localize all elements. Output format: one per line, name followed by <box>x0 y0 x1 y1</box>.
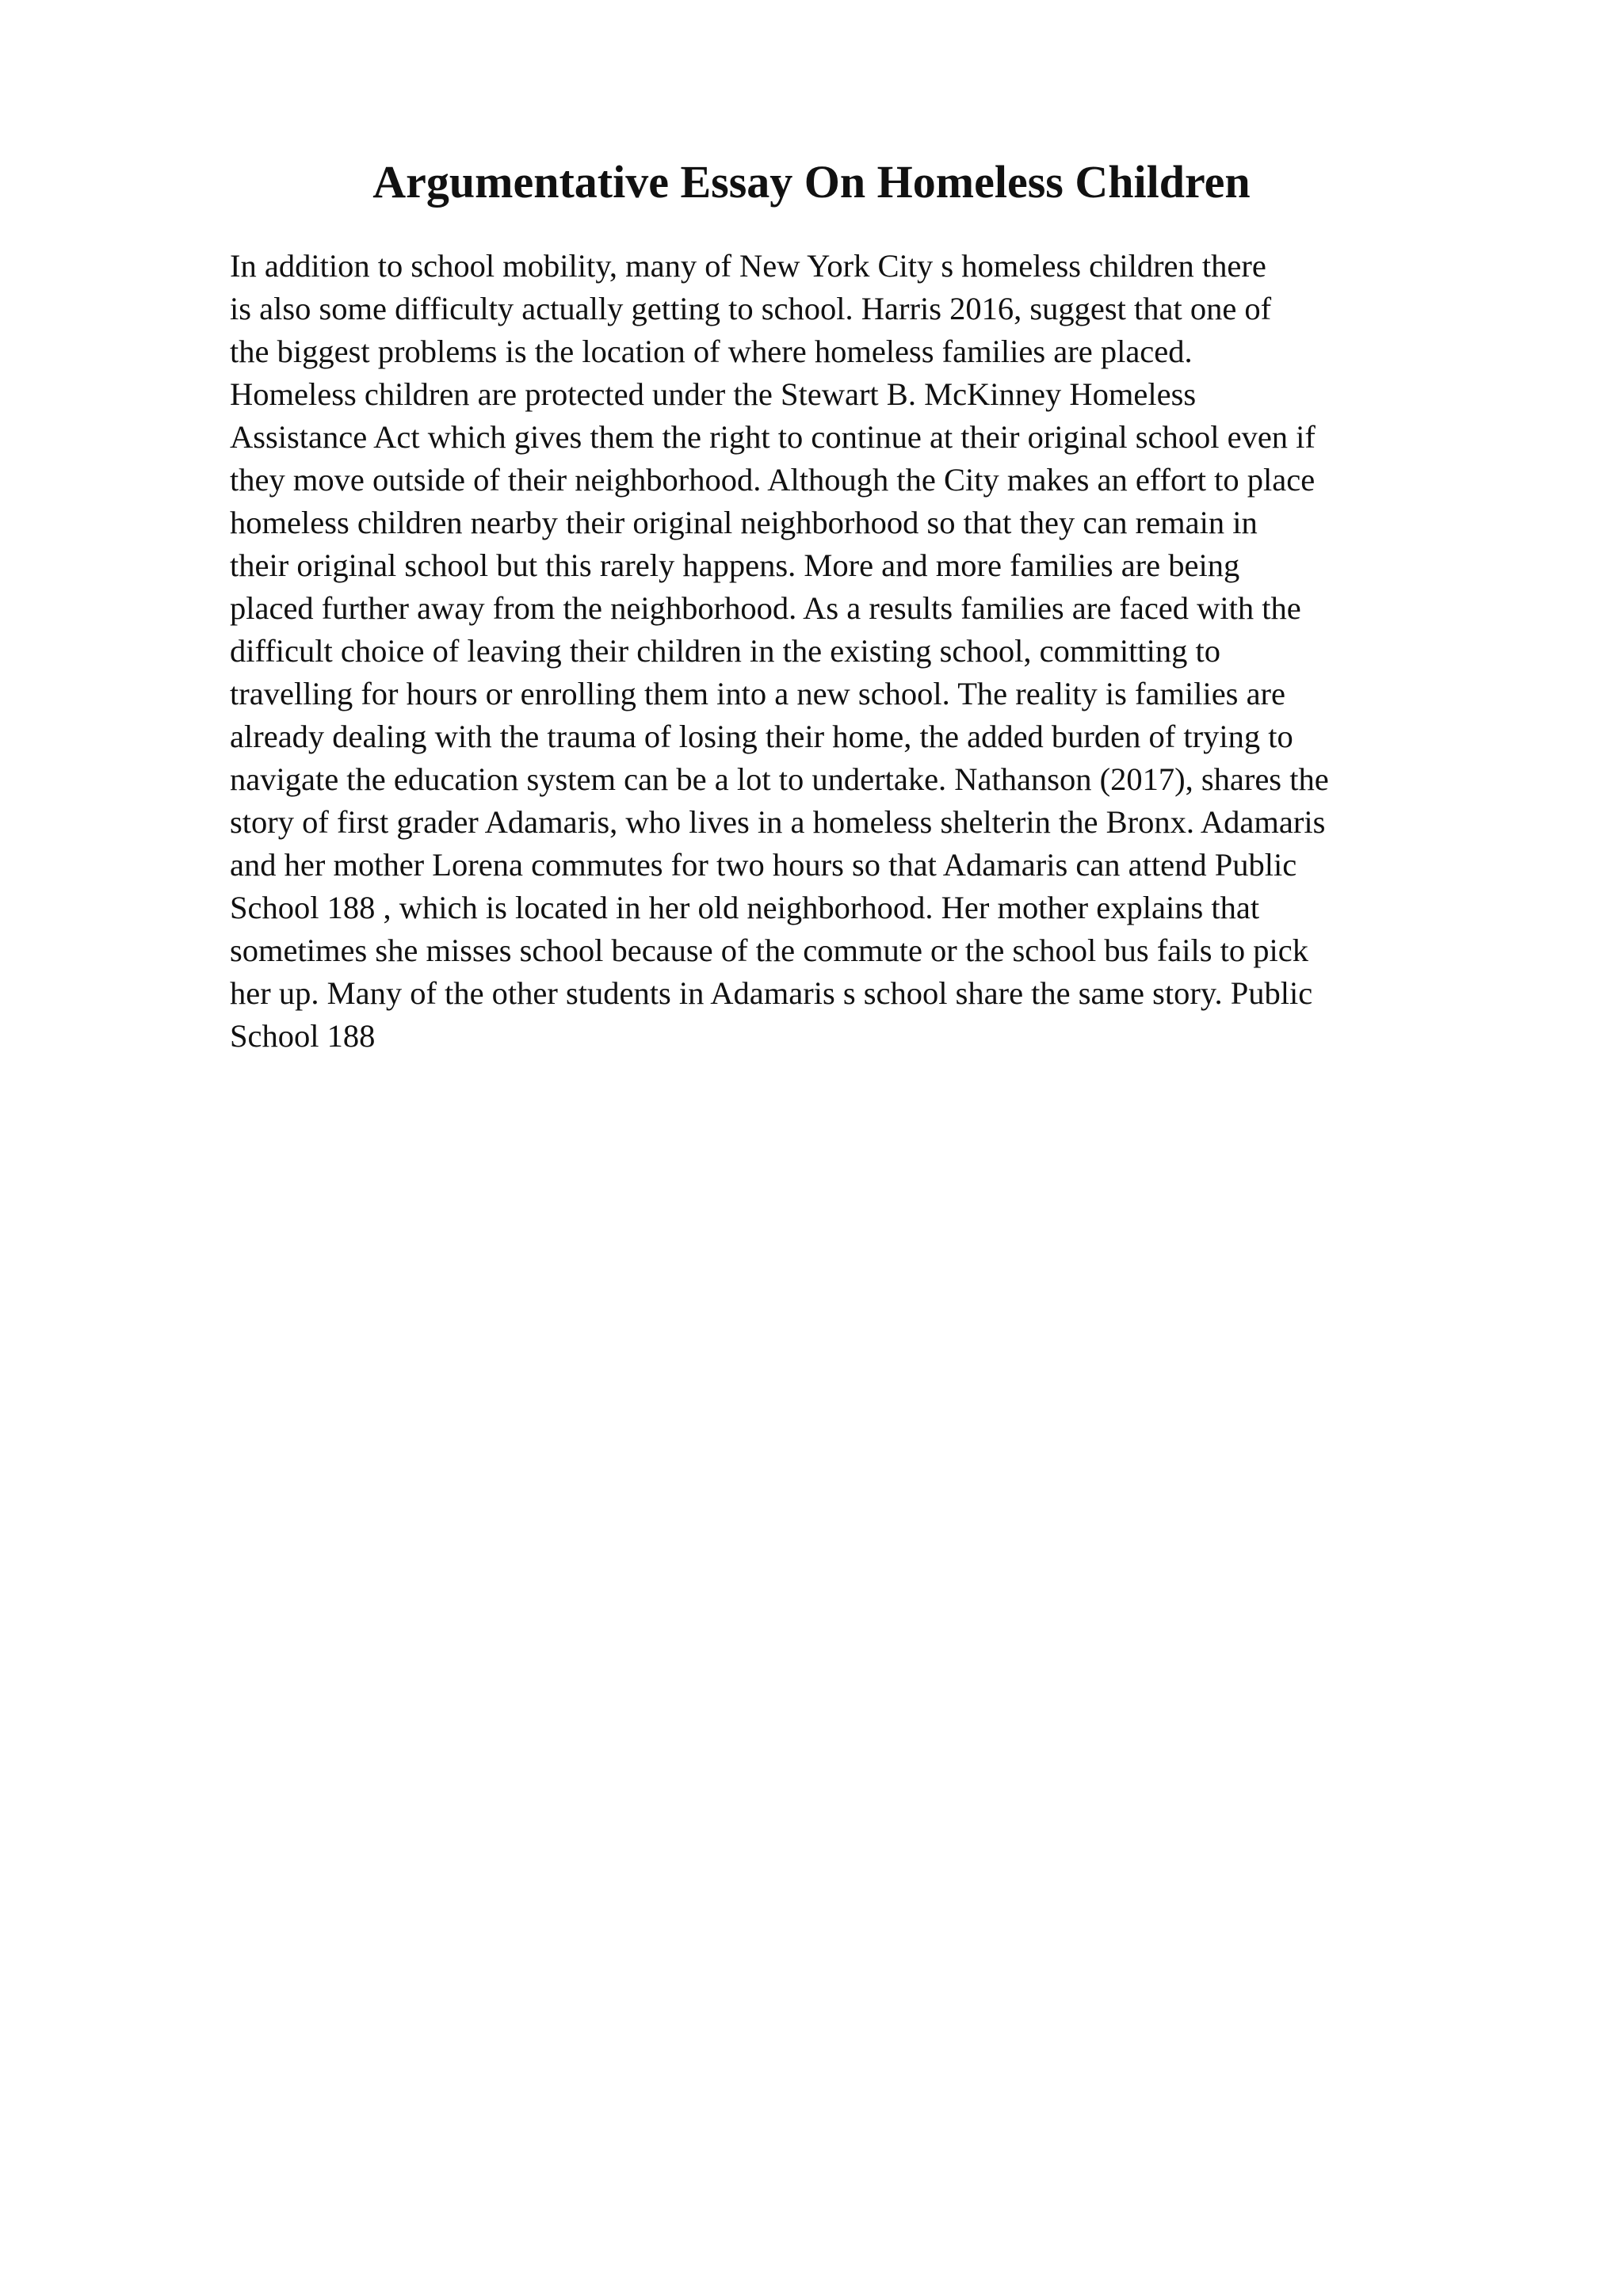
body-line: and her mother Lorena commutes for two hours so that Adamaris can attend Public <box>230 847 1297 883</box>
body-line: Assistance Act which gives them the right to continue at their original school even if <box>230 419 1316 455</box>
body-line: already dealing with the trauma of losing their home, the added burden of trying to <box>230 719 1293 754</box>
body-line: Homeless children are protected under the Stewart B. McKinney Homeless <box>230 376 1197 412</box>
body-line: her up. Many of the other students in Adamaris s school share the same story. Public <box>230 975 1313 1011</box>
body-line: difficult choice of leaving their children in the existing school, committing to <box>230 633 1220 669</box>
body-line: School 188 , which is located in her old neighborhood. Her mother explains that <box>230 890 1260 925</box>
body-line: placed further away from the neighborhood. As a results families are faced with the <box>230 590 1301 626</box>
document-title: Argumentative Essay On Homeless Children <box>372 156 1251 208</box>
essay-body <box>230 245 1498 1058</box>
body-line: sometimes she misses school because of the commute or the school bus fails to pick <box>230 933 1308 968</box>
body-line: homeless children nearby their original neighborhood so that they can remain in <box>230 505 1258 540</box>
body-line: the biggest problems is the location of where homeless families are placed. <box>230 334 1193 369</box>
body-line: they move outside of their neighborhood. Although the City makes an effort to place <box>230 462 1316 498</box>
body-line: In addition to school mobility, many of New York City s homeless children there <box>230 248 1266 284</box>
body-line: navigate the education system can be a lot to undertake. Nathanson (2017), shares the <box>230 761 1329 797</box>
body-line: School 188 <box>230 1018 376 1054</box>
body-line: is also some difficulty actually getting to school. Harris 2016, suggest that one of <box>230 291 1272 326</box>
body-line: travelling for hours or enrolling them into a new school. The reality is families are <box>230 676 1286 711</box>
body-line: their original school but this rarely happens. More and more families are being <box>230 547 1240 583</box>
body-line: story of first grader Adamaris, who lives in a homeless shelterin the Bronx. Adamaris <box>230 804 1326 840</box>
